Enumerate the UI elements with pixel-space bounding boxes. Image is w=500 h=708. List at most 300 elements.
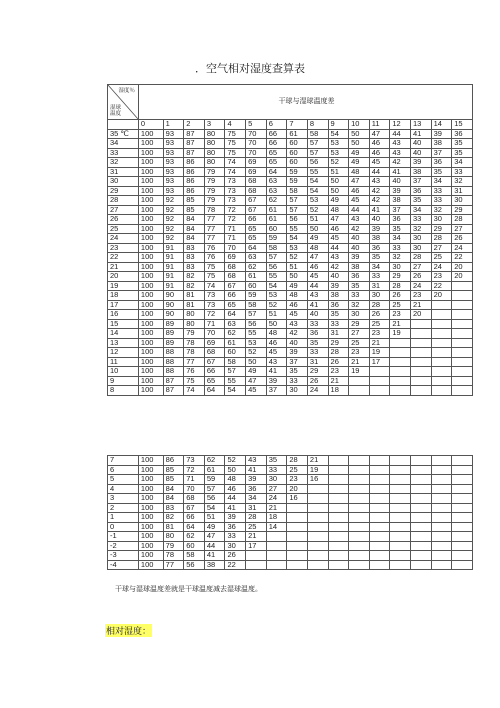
table-cell: 60 [287, 148, 308, 158]
table-cell [369, 475, 390, 485]
table-cell: 33 [307, 348, 328, 358]
table-cell: 77 [204, 234, 225, 244]
table-cell: 23 [349, 348, 370, 358]
table-cell [390, 484, 411, 494]
table-row [108, 177, 473, 187]
table-cell [307, 484, 328, 494]
table-cell: 33 [431, 186, 452, 196]
table-cell: 59 [266, 234, 287, 244]
table-cell: 100 [138, 494, 163, 504]
table-cell: 44 [369, 167, 390, 177]
table-cell: 52 [246, 348, 267, 358]
table-cell: 42 [287, 329, 308, 339]
table-cell: 58 [307, 129, 328, 139]
table-cell [266, 560, 287, 570]
table-cell: 79 [204, 167, 225, 177]
row-label-cell: 23 [108, 243, 139, 253]
table-cell: 52 [225, 456, 246, 466]
table-cell [328, 475, 349, 485]
table-cell: 46 [369, 148, 390, 158]
table-cell: 84 [184, 215, 205, 225]
table-row [108, 310, 473, 320]
table-row [108, 560, 473, 570]
table-cell: 49 [328, 196, 349, 206]
table-row [108, 522, 473, 532]
row-label-cell: 26 [108, 215, 139, 225]
table-cell [328, 522, 349, 532]
table-cell: 86 [163, 456, 184, 466]
table-cell: 78 [204, 205, 225, 215]
table-cell: 65 [204, 376, 225, 386]
table-cell: 68 [184, 494, 205, 504]
table-cell: 70 [225, 243, 246, 253]
table-cell: 19 [390, 329, 411, 339]
table-cell: 43 [287, 319, 308, 329]
table-cell: 47 [307, 253, 328, 263]
table-cell: 61 [266, 215, 287, 225]
table-cell: 52 [266, 300, 287, 310]
table-cell: 75 [225, 148, 246, 158]
table-cell: 73 [204, 291, 225, 301]
table-cell [328, 503, 349, 513]
table-cell [369, 503, 390, 513]
table-cell: 23 [410, 291, 431, 301]
table-cell: 51 [287, 262, 308, 272]
table-cell: 80 [163, 532, 184, 542]
table-cell: 28 [431, 234, 452, 244]
table-cell [307, 513, 328, 523]
table-cell: 100 [138, 310, 163, 320]
row-label-cell: 4 [108, 484, 139, 494]
table-cell: 39 [287, 348, 308, 358]
table-row [108, 513, 473, 523]
table-cell: 91 [163, 262, 184, 272]
table-cell: 69 [246, 158, 267, 168]
table-footnote: 干球与湿球温度差就是干球温度减去湿球温度。 [115, 585, 262, 593]
table-cell: 33 [410, 215, 431, 225]
table-cell: 24 [307, 386, 328, 396]
table-cell: 40 [410, 139, 431, 149]
table-row [108, 532, 473, 542]
table-row [108, 262, 473, 272]
table-cell: 27 [431, 243, 452, 253]
table-cell: 100 [138, 262, 163, 272]
table-cell: 16 [287, 494, 308, 504]
table-cell: 60 [287, 139, 308, 149]
table-row [108, 456, 473, 466]
table-cell [452, 300, 473, 310]
table-cell: 83 [163, 503, 184, 513]
table-cell [410, 357, 431, 367]
table-cell: 54 [328, 129, 349, 139]
table-cell: 70 [246, 129, 267, 139]
table-cell: 43 [246, 456, 267, 466]
table-cell [328, 484, 349, 494]
table-cell [390, 376, 411, 386]
table-cell: 55 [266, 272, 287, 282]
table-cell: 74 [225, 158, 246, 168]
table-cell: 100 [138, 456, 163, 466]
table-cell: 23 [369, 329, 390, 339]
table-row [108, 234, 473, 244]
table-cell: 34 [410, 205, 431, 215]
table-cell [410, 475, 431, 485]
table-cell: 45 [287, 310, 308, 320]
table-cell: 68 [225, 272, 246, 282]
table-cell: 43 [369, 177, 390, 187]
row-label-cell: 30 [108, 177, 139, 187]
table-cell: 76 [204, 243, 225, 253]
table-cell: 55 [287, 224, 308, 234]
table-cell: 24 [452, 243, 473, 253]
table-cell: 23 [287, 475, 308, 485]
table-cell: 59 [246, 291, 267, 301]
table-cell: 100 [138, 224, 163, 234]
table-cell: 50 [328, 177, 349, 187]
table-cell [431, 475, 452, 485]
table-cell [390, 522, 411, 532]
table-cell: 35 [307, 338, 328, 348]
table-cell [410, 522, 431, 532]
table-cell: 35 [266, 456, 287, 466]
table-cell: 50 [349, 129, 370, 139]
table-cell [452, 456, 473, 466]
table-cell [390, 494, 411, 504]
row-label-cell: 32 [108, 158, 139, 168]
table-cell: 91 [163, 281, 184, 291]
table-cell: 34 [452, 158, 473, 168]
table-cell: 54 [307, 177, 328, 187]
table-cell [349, 503, 370, 513]
table-cell: 53 [287, 243, 308, 253]
table-cell: 45 [266, 348, 287, 358]
table-cell [390, 560, 411, 570]
row-label-cell: 34 [108, 139, 139, 149]
table-cell: 35 [328, 310, 349, 320]
table-cell: 100 [138, 513, 163, 523]
table-cell: 56 [204, 494, 225, 504]
table-cell: 19 [349, 367, 370, 377]
table-cell [307, 503, 328, 513]
table-cell [390, 348, 411, 358]
table-cell: 59 [204, 475, 225, 485]
column-header-cell: 11 [369, 120, 390, 130]
table-cell: 78 [184, 338, 205, 348]
table-cell: 92 [163, 205, 184, 215]
table-cell: 43 [266, 357, 287, 367]
table-cell [431, 541, 452, 551]
table-cell: 56 [246, 319, 267, 329]
table-cell [410, 386, 431, 396]
table-cell: 25 [287, 465, 308, 475]
row-label-cell: 29 [108, 186, 139, 196]
table-cell: 42 [369, 186, 390, 196]
table-cell: 44 [307, 281, 328, 291]
table-cell [390, 338, 411, 348]
table-cell [369, 386, 390, 396]
row-label-cell: 6 [108, 465, 139, 475]
table-cell: 28 [390, 281, 411, 291]
table-cell: 50 [349, 139, 370, 149]
table-cell: 39 [225, 513, 246, 523]
table-cell: 45 [246, 386, 267, 396]
column-header-cell: 0 [138, 120, 163, 130]
table-cell: 77 [184, 357, 205, 367]
table-cell: 33 [307, 319, 328, 329]
table-cell: 37 [266, 386, 287, 396]
row-label-cell: 21 [108, 262, 139, 272]
table-cell: 27 [452, 224, 473, 234]
table-cell: 100 [138, 560, 163, 570]
table-cell: 100 [138, 167, 163, 177]
table-cell: 67 [246, 205, 267, 215]
table-cell: 28 [246, 513, 267, 523]
table-cell: 47 [246, 376, 267, 386]
table-cell [287, 503, 308, 513]
table-cell: 100 [138, 281, 163, 291]
table-cell: 49 [349, 148, 370, 158]
table-cell: 40 [369, 215, 390, 225]
table-cell: 26 [452, 234, 473, 244]
table-cell [349, 494, 370, 504]
table-cell: 82 [184, 281, 205, 291]
table-cell: 100 [138, 272, 163, 282]
row-label-cell: 24 [108, 234, 139, 244]
table-cell: 68 [225, 262, 246, 272]
table-cell [452, 494, 473, 504]
table-cell: 35 [287, 367, 308, 377]
table-cell: 32 [390, 253, 411, 263]
table-cell: 46 [287, 300, 308, 310]
table-cell: 64 [204, 386, 225, 396]
table-cell: 77 [204, 224, 225, 234]
table-cell: 88 [163, 357, 184, 367]
table-cell: 14 [266, 522, 287, 532]
table-cell: 84 [163, 494, 184, 504]
table-cell [452, 310, 473, 320]
table-row [108, 224, 473, 234]
table-cell: 44 [225, 494, 246, 504]
table-cell [452, 465, 473, 475]
table-cell: 21 [390, 319, 411, 329]
table-cell: 61 [204, 465, 225, 475]
table-cell: 45 [369, 158, 390, 168]
table-cell: 20 [431, 291, 452, 301]
table-cell: 78 [163, 551, 184, 561]
table-cell: 39 [349, 253, 370, 263]
corner-humidity-label: 湿度％ [118, 88, 135, 94]
table-cell: 22 [225, 560, 246, 570]
table-cell: 100 [138, 215, 163, 225]
table-cell: 44 [390, 129, 411, 139]
table-cell: 90 [163, 291, 184, 301]
table-row [108, 196, 473, 206]
table-cell [431, 319, 452, 329]
table-cell: 60 [266, 224, 287, 234]
humidity-table-lower [107, 455, 473, 570]
table-cell [452, 560, 473, 570]
row-label-cell: 22 [108, 253, 139, 263]
table-row [108, 139, 473, 149]
table-cell: 100 [138, 291, 163, 301]
table-cell: 50 [246, 357, 267, 367]
row-label-cell: 33 [108, 148, 139, 158]
table-cell: 22 [431, 281, 452, 291]
table-cell [410, 376, 431, 386]
table-cell: 39 [431, 129, 452, 139]
row-label-cell: 8 [108, 386, 139, 396]
table-cell: 73 [225, 186, 246, 196]
table-cell: 25 [431, 253, 452, 263]
table-cell: 100 [138, 386, 163, 396]
table-cell [410, 338, 431, 348]
table-cell: 100 [138, 484, 163, 494]
table-cell: 91 [163, 243, 184, 253]
table-row [108, 243, 473, 253]
table-cell: 79 [204, 196, 225, 206]
table-cell [452, 386, 473, 396]
table-cell [390, 551, 411, 561]
table-cell [307, 541, 328, 551]
table-cell [390, 532, 411, 542]
table-cell: 87 [163, 376, 184, 386]
table-cell [410, 560, 431, 570]
table-cell: 54 [287, 234, 308, 244]
table-cell: 61 [287, 129, 308, 139]
table-cell: 31 [328, 329, 349, 339]
table-cell [410, 532, 431, 542]
table-cell: 26 [307, 376, 328, 386]
table-cell: 79 [204, 186, 225, 196]
table-cell: 80 [204, 129, 225, 139]
table-cell: 80 [184, 319, 205, 329]
table-cell: 62 [225, 329, 246, 339]
table-cell: 26 [410, 272, 431, 282]
table-cell [287, 560, 308, 570]
table-cell: 93 [163, 139, 184, 149]
table-row [108, 167, 473, 177]
table-cell: 36 [349, 272, 370, 282]
table-cell: 27 [410, 262, 431, 272]
table-cell [452, 367, 473, 377]
table-cell: 54 [266, 281, 287, 291]
table-cell: 26 [390, 291, 411, 301]
table-cell: 51 [266, 310, 287, 320]
table-cell: 62 [246, 262, 267, 272]
table-cell [349, 513, 370, 523]
table-cell [390, 475, 411, 485]
table-cell: 60 [225, 348, 246, 358]
table-cell: 41 [410, 129, 431, 139]
table-cell: 36 [307, 329, 328, 339]
table-cell [349, 532, 370, 542]
table-cell: 38 [204, 560, 225, 570]
column-header-cell: 1 [163, 120, 184, 130]
table-cell: 30 [431, 215, 452, 225]
table-cell: 100 [138, 319, 163, 329]
table-cell: 40 [287, 338, 308, 348]
table-cell: 34 [369, 262, 390, 272]
table-cell: 58 [287, 186, 308, 196]
table-cell [369, 484, 390, 494]
table-cell: 23 [328, 367, 349, 377]
table-cell: 80 [204, 139, 225, 149]
table-cell [369, 560, 390, 570]
table-cell: 33 [287, 376, 308, 386]
table-cell: 16 [307, 475, 328, 485]
table-cell [410, 494, 431, 504]
table-cell: 100 [138, 148, 163, 158]
table-cell: 75 [184, 376, 205, 386]
table-cell: 60 [184, 541, 205, 551]
table-cell [369, 456, 390, 466]
table-cell: 100 [138, 376, 163, 386]
table-cell [328, 494, 349, 504]
row-label-cell: 17 [108, 300, 139, 310]
table-row [108, 376, 473, 386]
table-cell: 25 [390, 300, 411, 310]
table-cell: 88 [163, 348, 184, 358]
table-cell: 69 [204, 338, 225, 348]
table-cell: 66 [225, 291, 246, 301]
row-label-cell: 16 [108, 310, 139, 320]
table-cell: 41 [369, 205, 390, 215]
table-cell [369, 532, 390, 542]
column-header-cell: 5 [246, 120, 267, 130]
table-cell: 72 [225, 215, 246, 225]
table-cell: 37 [431, 148, 452, 158]
table-cell: 56 [184, 560, 205, 570]
table-cell: 46 [328, 224, 349, 234]
table-cell [369, 513, 390, 523]
row-label-cell: 28 [108, 196, 139, 206]
table-cell: 37 [390, 205, 411, 215]
table-cell [431, 503, 452, 513]
table-cell: 40 [349, 234, 370, 244]
table-cell: 46 [266, 338, 287, 348]
table-cell [349, 386, 370, 396]
table-cell: 100 [138, 357, 163, 367]
table-cell: 34 [390, 234, 411, 244]
table-cell: 69 [246, 167, 267, 177]
table-cell: 77 [204, 215, 225, 225]
table-cell [349, 551, 370, 561]
table-cell [431, 494, 452, 504]
table-cell: 50 [307, 224, 328, 234]
table-cell: 28 [410, 253, 431, 263]
table-cell: 43 [390, 148, 411, 158]
column-header-cell: 14 [431, 120, 452, 130]
table-cell: 63 [266, 177, 287, 187]
table-cell [431, 357, 452, 367]
table-cell: 39 [266, 376, 287, 386]
table-cell: 48 [349, 167, 370, 177]
page-title: ．空气相对湿度查算表 [195, 62, 305, 75]
table-cell: 80 [204, 158, 225, 168]
table-cell: 72 [225, 205, 246, 215]
table-cell [369, 522, 390, 532]
table-cell: 79 [204, 177, 225, 187]
table-cell: 74 [184, 386, 205, 396]
table-cell: 91 [163, 253, 184, 263]
table-cell: 18 [328, 386, 349, 396]
table-cell [410, 484, 431, 494]
table-cell: 33 [266, 465, 287, 475]
table-cell: 66 [266, 139, 287, 149]
table-cell: 64 [266, 167, 287, 177]
table-row [108, 338, 473, 348]
table-cell: 21 [266, 503, 287, 513]
